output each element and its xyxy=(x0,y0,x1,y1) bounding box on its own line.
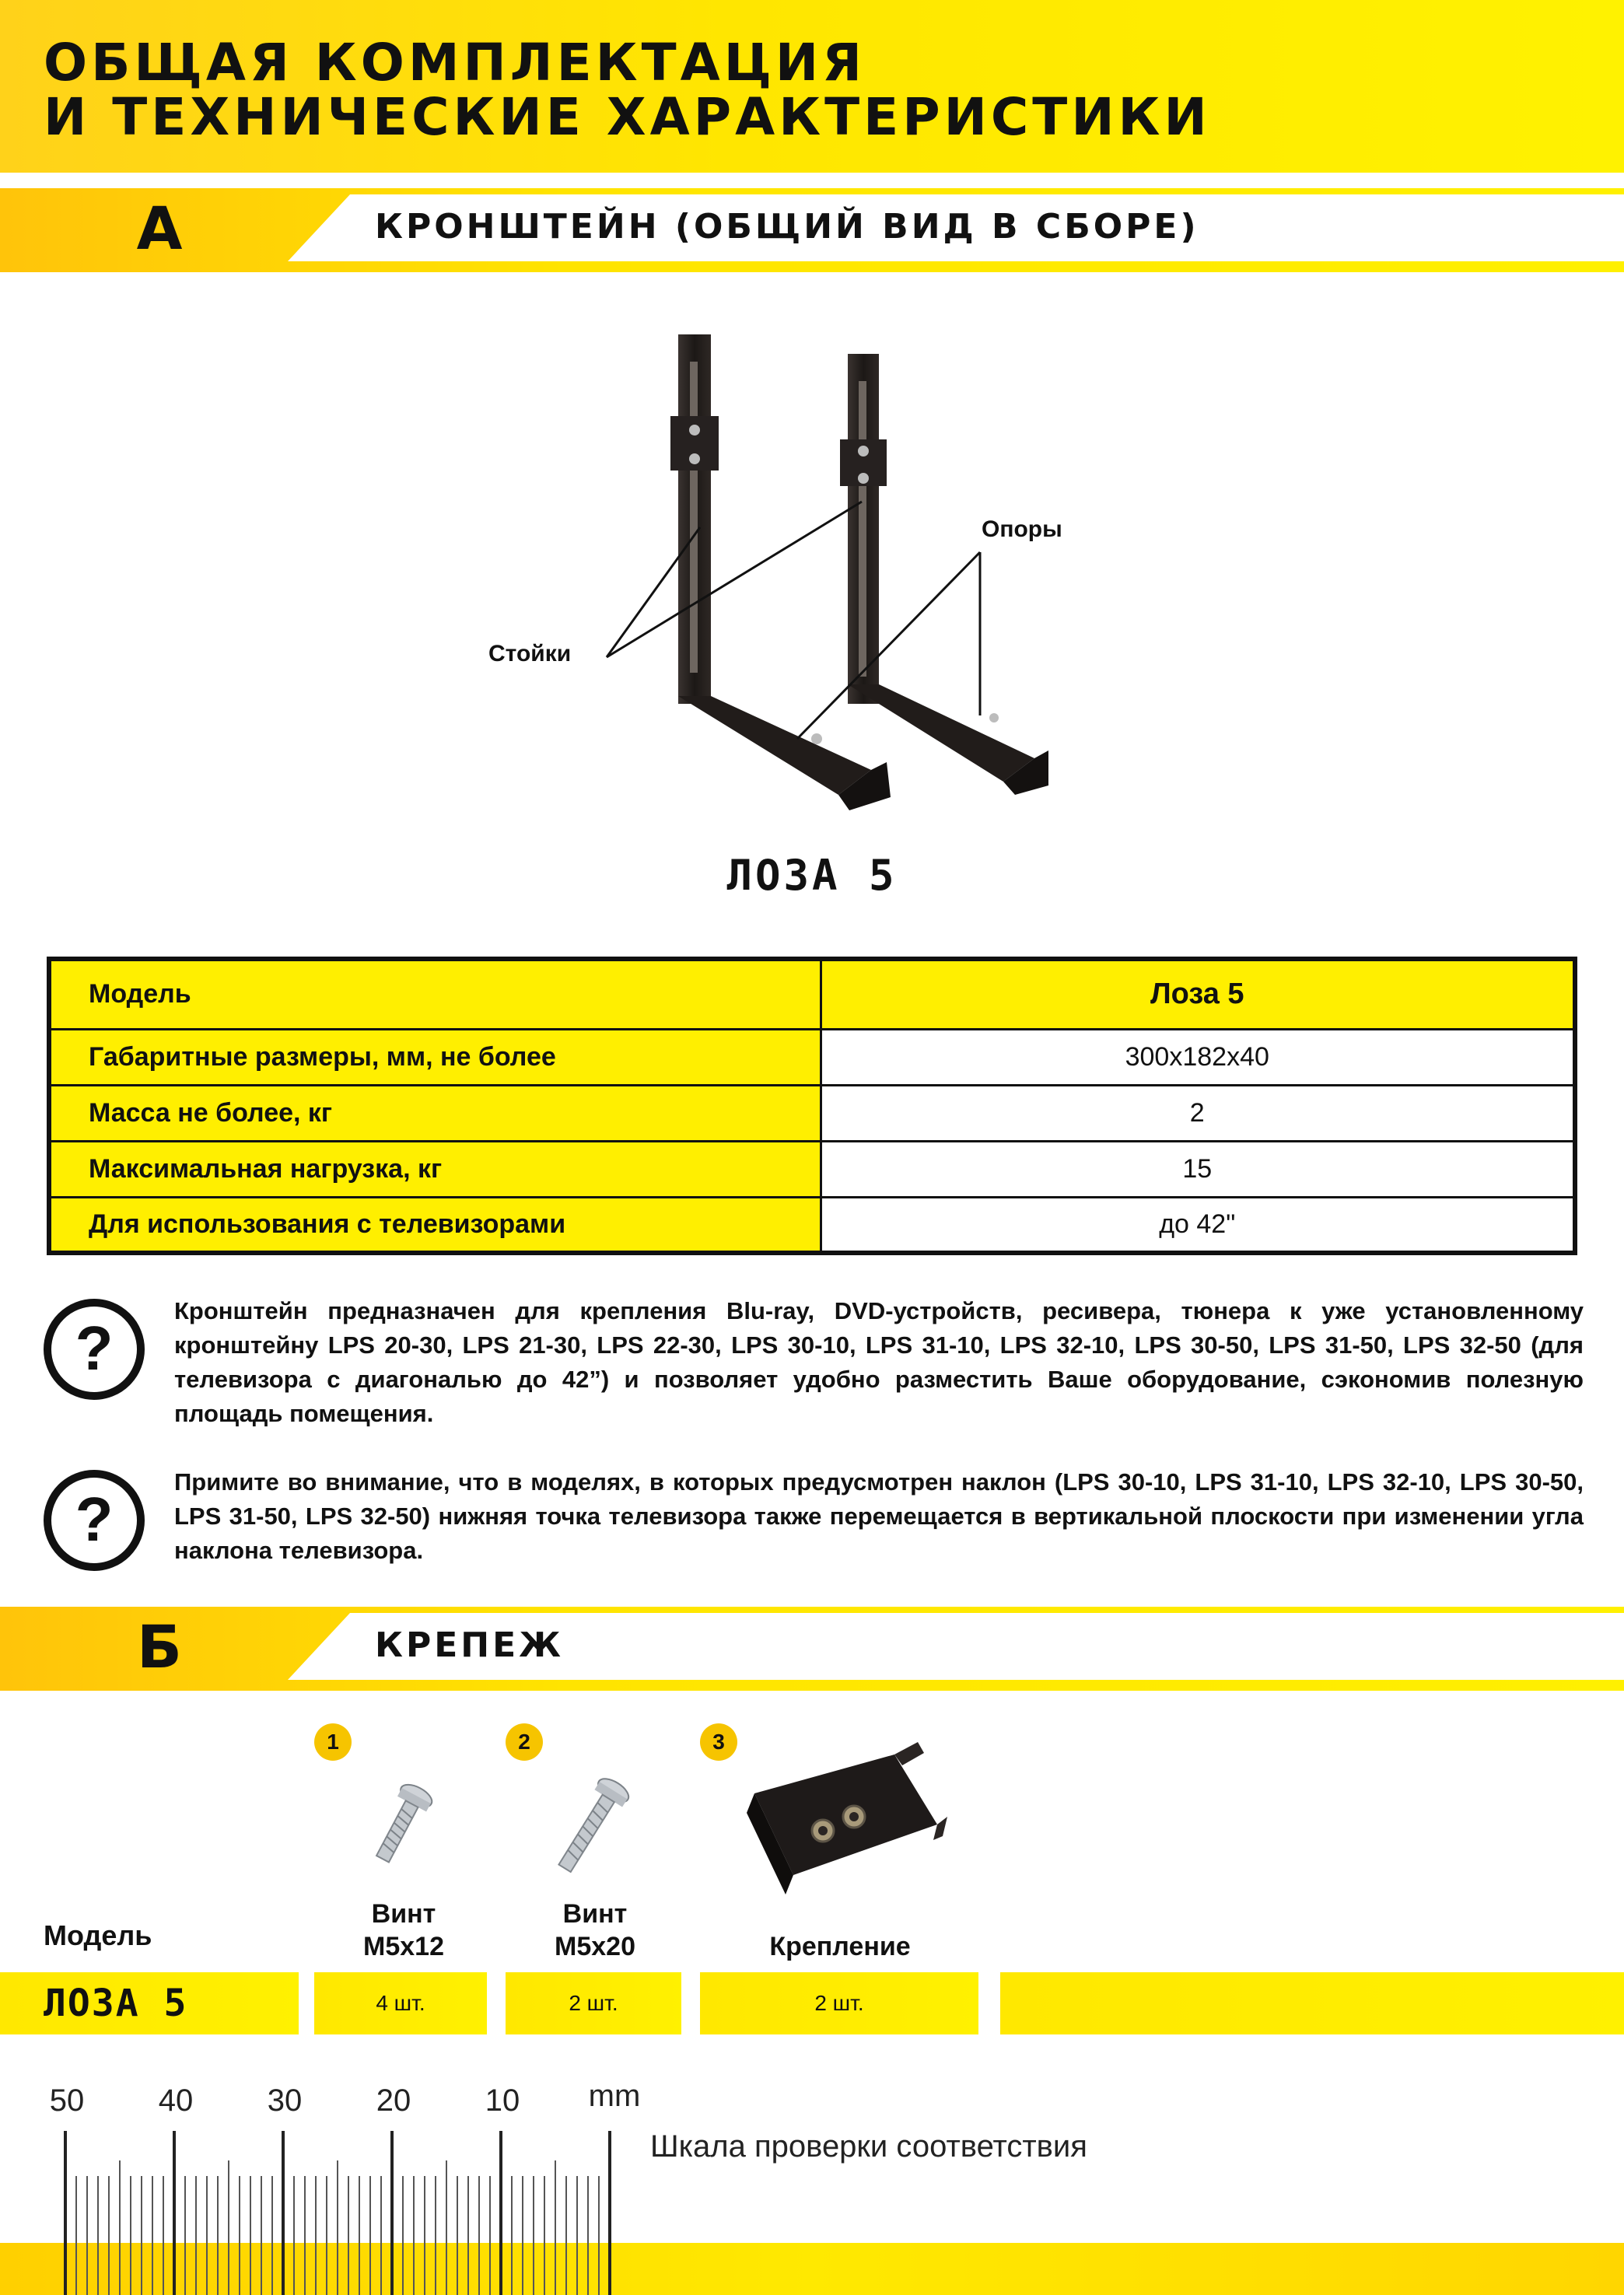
item-name-screw-m5x12 xyxy=(299,1898,509,1963)
spec-label-max-load: Максимальная нагрузка, кг xyxy=(49,1141,821,1197)
ruler-label-20: 20 xyxy=(376,2083,411,2118)
spec-label-tv-size: Для использования с телевизорами xyxy=(49,1197,821,1253)
table-row xyxy=(49,1141,1575,1197)
scale-caption: Шкала проверки соответствия xyxy=(650,2129,1087,2164)
note-tilt-text: Примите во внимание, что в моделях, в которых предусмотрен наклон (LPS 30-10, LPS 31-10, LPS 32-10, LPS 30-50, LPS 31-50, LPS 32-50) нижняя точка телевизора также перемещается в вертикальной плоскости при изменении угла наклона телевизора. xyxy=(174,1468,1584,1564)
section-b-title: КРЕПЕЖ xyxy=(375,1625,565,1665)
bracket-illustration xyxy=(467,319,1136,817)
fasteners-qty-row xyxy=(0,1972,1624,2034)
section-a-title: КРОНШТЕЙН (ОБЩИЙ ВИД В СБОРЕ) xyxy=(375,207,1199,247)
item-name-line2: М5х12 xyxy=(363,1932,444,1961)
posts-leader-2 xyxy=(607,502,862,657)
scale-ruler xyxy=(31,2076,653,2295)
screw-m5x12-image xyxy=(358,1775,443,1876)
ruler-unit: mm xyxy=(588,2079,641,2113)
table-row xyxy=(49,1197,1575,1253)
spec-label-model: Модель xyxy=(49,959,821,1029)
ruler-label-10: 10 xyxy=(485,2083,520,2118)
fasteners-model-label: Модель xyxy=(44,1919,152,1951)
item-name-screw-m5x20 xyxy=(490,1898,700,1963)
spec-value-max-load: 15 xyxy=(821,1141,1575,1197)
item-name-line2: М5х20 xyxy=(555,1932,635,1961)
qty-screw-m5x12: 4 шт. xyxy=(314,1972,487,2034)
fasteners-model-value: ЛОЗА 5 xyxy=(0,1972,299,2034)
page-title xyxy=(44,33,1211,147)
item-name-mount-clip xyxy=(731,1930,949,1963)
ruler-label-30: 30 xyxy=(267,2083,303,2118)
section-b-letter: Б xyxy=(137,1612,182,1681)
item-name-line1: Винт xyxy=(562,1899,628,1929)
callout-posts: Стойки xyxy=(488,641,572,666)
section-a-header xyxy=(0,188,1624,272)
note-compatibility-text: Кронштейн предназначен для крепления Blu-ray, DVD-устройств, ресивера, тюнера к уже установленному кронштейну LPS 20-30, LPS 21-30, LPS 22-30, LPS 30-10, LPS 31-10, LPS 32-10, LPS 30-50, LPS 31-50, LPS 32-50 (для телевизора с диагональю до 42”) и позволяет удобно разместить Ваше оборудование, сэкономив полезную площадь помещения. xyxy=(174,1297,1584,1427)
spec-value-weight: 2 xyxy=(821,1085,1575,1141)
question-icon: ? xyxy=(44,1470,145,1571)
qty-mount-clip: 2 шт. xyxy=(700,1972,978,2034)
spec-table xyxy=(47,957,1577,1255)
spec-value-model: Лоза 5 xyxy=(821,959,1575,1029)
mount-clip-image xyxy=(739,1739,949,1910)
spec-value-tv-size: до 42" xyxy=(821,1197,1575,1253)
model-caption: ЛОЗА 5 xyxy=(726,851,898,900)
page-header xyxy=(0,0,1624,173)
spec-label-weight: Масса не более, кг xyxy=(49,1085,821,1141)
item-number-badge: 1 xyxy=(314,1723,352,1761)
table-row xyxy=(49,1029,1575,1085)
page-title-line2: И ТЕХНИЧЕСКИЕ ХАРАКТЕРИСТИКИ xyxy=(44,87,1211,147)
table-row xyxy=(49,1085,1575,1141)
section-a-letter: А xyxy=(136,194,183,263)
ruler-ticks xyxy=(65,2131,610,2295)
item-name-line1: Винт xyxy=(371,1899,436,1929)
rear-bracket xyxy=(840,354,1048,795)
spec-label-dimensions: Габаритные размеры, мм, не более xyxy=(49,1029,821,1085)
supports-leader-1 xyxy=(797,552,980,739)
qty-empty-cell xyxy=(1000,1972,1624,2034)
item-name-line1: Крепление xyxy=(769,1932,911,1961)
item-number-badge: 2 xyxy=(506,1723,543,1761)
ruler-label-50: 50 xyxy=(49,2083,85,2118)
section-b-header xyxy=(0,1607,1624,1691)
ruler-label-40: 40 xyxy=(158,2083,194,2118)
item-number-badge: 3 xyxy=(700,1723,737,1761)
page-title-line1: ОБЩАЯ КОМПЛЕКТАЦИЯ xyxy=(44,33,866,93)
callout-supports: Опоры xyxy=(982,516,1062,542)
qty-screw-m5x20: 2 шт. xyxy=(506,1972,681,2034)
spec-value-dimensions: 300x182x40 xyxy=(821,1029,1575,1085)
screw-m5x20-image xyxy=(544,1772,638,1880)
table-row xyxy=(49,959,1575,1029)
question-icon: ? xyxy=(44,1299,145,1400)
